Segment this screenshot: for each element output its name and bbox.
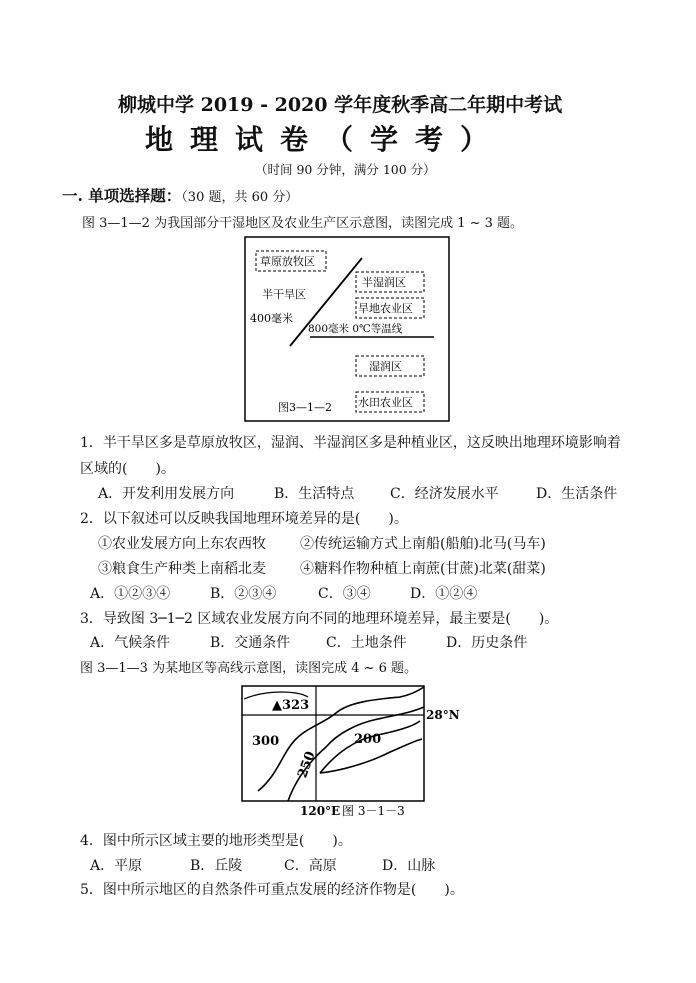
figure-3-1-3 xyxy=(238,683,460,819)
q2-item-4: ④糖料作物种植上南蔗(甘蔗)北菜(甜菜) xyxy=(300,561,546,577)
box-semihumid: 半湿润区 xyxy=(362,276,406,289)
label-400mm: 400毫米 xyxy=(250,312,293,325)
q5-stem: 5．图中所示地区的自然条件可重点发展的经济作物是( )。 xyxy=(80,882,464,898)
q2-option-b: B．②③④ xyxy=(210,586,277,602)
q2-item-3: ③粮食生产种类上南稻北麦 xyxy=(98,561,266,577)
contour-200-line xyxy=(320,721,422,773)
longitude-label: 120°E xyxy=(300,804,341,818)
q1-option-a: A．开发利用发展方向 xyxy=(98,486,235,502)
label-semiarid: 半干旱区 xyxy=(262,288,306,301)
q2-option-a: A．①②③④ xyxy=(90,586,171,602)
q4-option-d: D．山脉 xyxy=(382,858,436,874)
figure-3-1-2 xyxy=(244,236,450,422)
q3-option-a: A．气候条件 xyxy=(90,635,171,651)
contour-300-label: 300 xyxy=(252,734,280,749)
q2-option-d: D．①②④ xyxy=(410,586,478,602)
figure1-caption: 图3—1—2 xyxy=(278,401,332,414)
latitude-label: 28°N xyxy=(426,708,460,722)
section-title: 一. 单项选择题： xyxy=(62,186,182,205)
box-dryland: 旱地农业区 xyxy=(358,302,413,315)
exam-subtitle: （时间 90 分钟，满分 100 分） xyxy=(255,162,436,177)
q2-stem: 2．以下叙述可以反映我国地理环境差异的是( )。 xyxy=(80,511,408,527)
intro-figure-2: 图 3—1—3 为某地区等高线示意图，读图完成 4 ~ 6 题。 xyxy=(80,661,418,676)
peak-label: ▲323 xyxy=(272,698,310,713)
figure2-caption: 图 3－1－3 xyxy=(342,804,405,818)
box-paddy: 水田农业区 xyxy=(358,396,413,409)
contour-200-label: 200 xyxy=(354,732,382,747)
paper-title: 地理试卷（学考） xyxy=(145,123,506,156)
box-humid: 湿润区 xyxy=(369,360,402,373)
q3-option-c: C．土地条件 xyxy=(326,635,407,651)
q1-stem-line1: 1．半干旱区多是草原放牧区，湿润、半湿润区多是种植业区，这反映出地理环境影响着 xyxy=(80,435,621,451)
intro-figure-1: 图 3—1—2 为我国部分干湿地区及农业生产区示意图，读图完成 1 ~ 3 题。 xyxy=(82,216,524,231)
label-800mm: 800毫米 0℃等温线 xyxy=(308,323,403,335)
box-grassland: 草原放牧区 xyxy=(260,255,315,268)
q2-item-2: ②传统运输方式上南船(船舶)北马(马车) xyxy=(300,536,546,552)
q1-option-c: C．经济发展水平 xyxy=(390,486,499,502)
q4-stem: 4．图中所示区域主要的地形类型是( )。 xyxy=(80,833,352,849)
section-note: （30 题，共 60 分） xyxy=(181,190,299,205)
q1-option-b: B．生活特点 xyxy=(274,486,355,502)
q2-item-1: ①农业发展方向上东农西牧 xyxy=(98,536,266,552)
exam-title: 柳城中学 2019 - 2020 学年度秋季高二年期中考试 xyxy=(118,94,563,116)
section-heading xyxy=(62,184,298,206)
q3-option-b: B．交通条件 xyxy=(210,635,291,651)
contour-250-label: 250 xyxy=(295,749,319,781)
q3-option-d: D．历史条件 xyxy=(446,635,528,651)
q4-option-b: B．丘陵 xyxy=(190,858,243,874)
q1-stem-line2: 区域的( )。 xyxy=(80,461,175,477)
q3-stem: 3．导致图 3─1─2 区域农业发展方向不同的地理环境差异，最主要是( )。 xyxy=(80,611,559,627)
q2-option-c: C．③④ xyxy=(318,586,371,602)
q1-option-d: D．生活条件 xyxy=(536,486,618,502)
q4-option-a: A．平原 xyxy=(90,858,143,874)
q4-option-c: C．高原 xyxy=(284,858,337,874)
